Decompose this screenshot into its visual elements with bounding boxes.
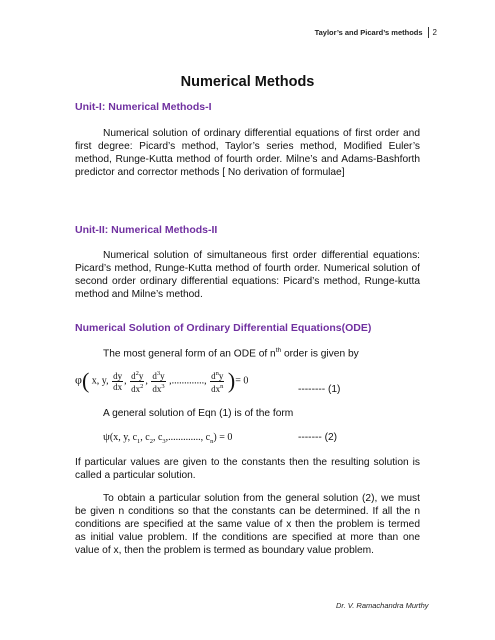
header-divider [428, 27, 429, 38]
ode-heading: Numerical Solution of Ordinary Differential Equations(ODE) [75, 322, 372, 334]
equation-1-number: -------- (1) [298, 384, 341, 395]
author-footer: Dr. V. Ramachandra Murthy [336, 601, 429, 610]
ode-intro: The most general form of an ODE of $n^{th}$ order is given by [103, 347, 359, 360]
page-title: Numerical Methods [180, 74, 315, 90]
ivp-bvp-text: To obtain a particular solution from the general solution (2), we must be given n conditions so that the constants can be determined. If all the n conditions are specified at the same value of x then the problem is termed as initial value problem. If the conditions are specified at more than one value of x, then the problem is termed as boundary value problem. [75, 493, 420, 556]
unit1-body-text: Numerical solution of ordinary differential equations of first order and first degree: Picard’s method, Taylor’s series method, Modified Euler’s method, Runge-Kutta method of fourth order. Milne’s and Adams-Bashforth predictor and corrector methods [ No derivation of formulae] [75, 128, 420, 178]
running-header [315, 27, 437, 38]
equation-2-number: ------- (2) [298, 432, 338, 443]
unit2-body [75, 249, 420, 301]
ivp-bvp-paragraph [75, 492, 420, 557]
general-solution-text: A general solution of Eqn (1) is of the form [103, 408, 294, 419]
particular-solution-text: If particular values are given to the constants then the resulting solution is called a particular solution. [75, 457, 420, 481]
running-title: Taylor’s and Picard’s methods [314, 28, 423, 37]
unit1-body [75, 127, 420, 179]
unit2-heading: Unit-II: Numerical Methods-II [75, 224, 218, 236]
page-number: 2 [432, 28, 437, 37]
equation-1: φ( x, y, $\frac{dy}{dx}$ , $\frac{d^2y}{dx^2}$ , $\frac{d^3y}{dx^3}$ ,............., $\frac{d^ny}{dx^n}$ )= 0 [75, 368, 249, 394]
unit1-heading: Unit-I: Numerical Methods-I [75, 101, 212, 113]
equation-2: ψ(x, y, $c_1$, $c_2$, $c_3$,............., $c_n) = 0$ [103, 431, 233, 445]
unit2-body-text: Numerical solution of simultaneous first order differential equations: Picard’s method, Runge-Kutta method of fourth order. Numerical solution of second order ordinary differential equations: Picard’s method, Runge-kutta method and Milne’s method. [75, 250, 420, 300]
